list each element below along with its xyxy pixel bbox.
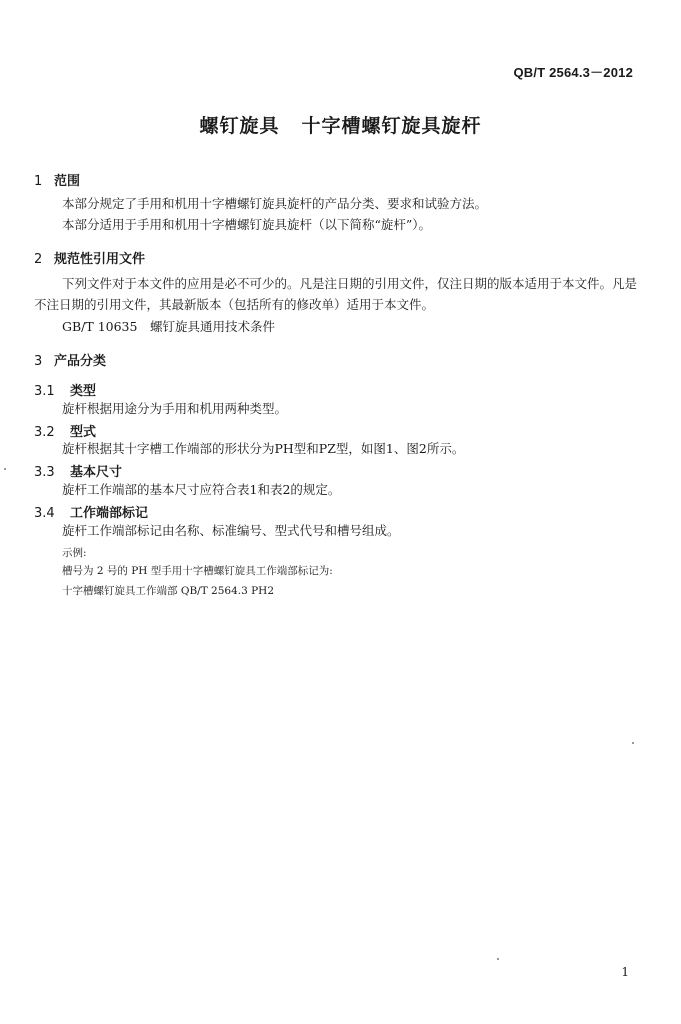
example-line-1: 槽号为 2 号的 PH 型手用十字槽螺钉旋具工作端部标记为:: [62, 565, 333, 577]
section-title: 工作端部标记: [70, 506, 149, 521]
section-3-4-heading: [34, 502, 148, 521]
normative-reference: GB/T 10635 螺钉旋具通用技术条件: [62, 319, 275, 334]
section-number: 3.4: [34, 506, 55, 521]
section-3-1-text: 旋杆根据用途分为手用和机用两种类型。: [62, 401, 288, 416]
scan-speck: [632, 742, 634, 744]
section-2-heading: [34, 248, 145, 267]
section-3-3-text: 旋杆工作端部的基本尺寸应符合表1和表2的规定。: [62, 482, 341, 497]
section-number: 3: [34, 354, 43, 369]
section-1-paragraph-1: 本部分规定了手用和机用十字槽螺钉旋具旋杆的产品分类、要求和试验方法。: [62, 196, 488, 211]
page-number: 1: [621, 965, 629, 979]
example-line-2: 十字槽螺钉旋具工作端部 QB/T 2564.3 PH2: [62, 585, 275, 597]
section-1-heading: [34, 170, 80, 189]
section-title: 产品分类: [54, 354, 107, 369]
section-3-3-heading: [34, 461, 122, 480]
section-3-2-text: 旋杆根据其十字槽工作端部的形状分为PH型和PZ型，如图1、图2所示。: [62, 441, 465, 456]
section-title: 型式: [70, 425, 97, 440]
title-part-1: 螺钉旋具: [199, 115, 280, 137]
example-label: 示例:: [62, 547, 87, 559]
section-title: 规范性引用文件: [54, 252, 146, 267]
section-1-paragraph-2: 本部分适用于手用和机用十字槽螺钉旋具旋杆（以下简称“旋杆”）。: [62, 217, 432, 232]
section-title: 类型: [70, 384, 97, 399]
section-number: 3.2: [34, 425, 55, 440]
standard-code: QB/T 2564.3－2012: [513, 65, 633, 80]
section-number: 1: [34, 174, 43, 189]
section-3-1-heading: [34, 380, 96, 399]
section-title: 范围: [54, 174, 81, 189]
scan-speck: [4, 468, 6, 470]
section-number: 2: [34, 252, 43, 267]
document-title: [0, 111, 681, 138]
section-3-heading: [34, 350, 106, 369]
section-3-4-text: 旋杆工作端部标记由名称、标准编号、型式代号和槽号组成。: [62, 523, 400, 538]
section-2-paragraph: 下列文件对于本文件的应用是必不可少的。凡是注日期的引用文件，仅注日期的版本适用于本文件。凡是不注日期的引用文件，其最新版本（包括所有的修改单）适用于本文件。: [34, 276, 638, 312]
section-number: 3.1: [34, 384, 55, 399]
section-number: 3.3: [34, 465, 55, 480]
title-part-2: 十字槽螺钉旋具旋杆: [301, 115, 482, 137]
section-title: 基本尺寸: [70, 465, 123, 480]
scan-speck: [497, 958, 499, 960]
